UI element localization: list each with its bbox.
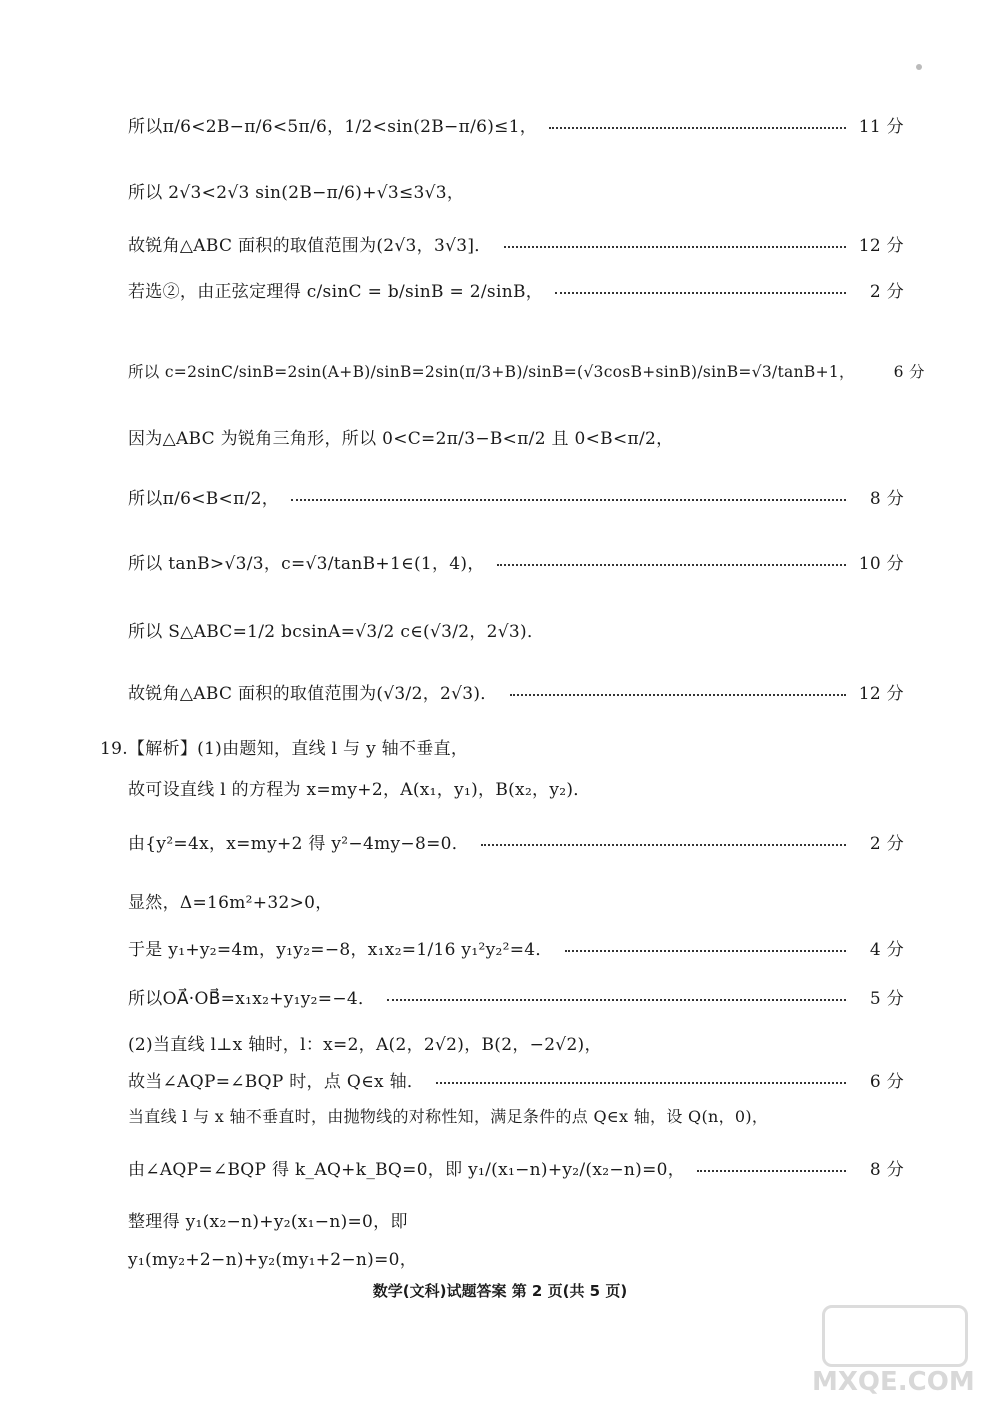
- dot-leader: [504, 246, 846, 248]
- score-label: 6 分: [893, 363, 925, 381]
- solution-line: [128, 775, 904, 800]
- dot-leader: [291, 499, 846, 501]
- line-text: 所以 S△ABC=1/2 bcsinA=√3/2 c∈(√3/2，2√3)．: [128, 622, 545, 642]
- solution-line: [100, 734, 904, 759]
- score-label: 12 分: [858, 684, 904, 704]
- watermark-badge-icon: [822, 1305, 968, 1367]
- score-label: 2 分: [869, 282, 904, 302]
- solution-line: [128, 617, 904, 642]
- score-label: 12 分: [858, 236, 904, 256]
- solution-line: [128, 1067, 904, 1092]
- solution-line: [128, 277, 904, 302]
- line-text: (2)当直线 l⊥x 轴时，l：x=2，A(2，2√2)，B(2，−2√2)，: [128, 1035, 602, 1055]
- score-label: 6 分: [869, 1072, 904, 1092]
- dot-leader: [565, 950, 846, 952]
- dot-leader: [549, 127, 846, 129]
- dot-leader: [387, 999, 846, 1001]
- watermark-logo: [812, 1305, 975, 1405]
- scan-mark: [916, 64, 922, 70]
- line-text: 由∠AQP=∠BQP 得 k_AQ+k_BQ=0，即 y₁/(x₁−n)+y₂/(x₂−n)=0，: [128, 1160, 686, 1180]
- solution-line: [128, 1207, 904, 1232]
- solution-line: [128, 679, 904, 704]
- dot-leader: [697, 1170, 846, 1172]
- dot-leader: [510, 694, 846, 696]
- line-text: 所以 2√3<2√3 sin(2B−π/6)+√3≤3√3，: [128, 183, 465, 203]
- score-label: 11 分: [858, 117, 904, 137]
- line-text: 所以π/6<2B−π/6<5π/6，1/2<sin(2B−π/6)≤1，: [128, 117, 538, 137]
- line-text: 所以π/6<B<π/2，: [128, 489, 280, 509]
- score-label: 5 分: [869, 989, 904, 1009]
- line-text: 整理得 y₁(x₂−n)+y₂(x₁−n)=0，即: [128, 1212, 408, 1232]
- solution-line: [128, 424, 904, 449]
- solution-line: [128, 178, 904, 203]
- line-text: 故当∠AQP=∠BQP 时，点 Q∈x 轴．: [128, 1072, 425, 1092]
- page-footer: 数学(文科)试题答案 第 2 页(共 5 页): [372, 1282, 628, 1300]
- line-text: 所以 c=2sinC/sinB=2sin(A+B)/sinB=2sin(π/3+B)/sinB=(√3cosB+sinB)/sinB=√3/tanB+1，: [128, 363, 855, 381]
- line-text: 由{y²=4x，x=my+2 得 y²−4my−8=0．: [128, 834, 470, 854]
- line-text: 若选②，由正弦定理得 c/sinC = b/sinB = 2/sinB，: [128, 282, 544, 302]
- solution-line: [128, 1030, 904, 1055]
- line-text: 故可设直线 l 的方程为 x=my+2，A(x₁，y₁)，B(x₂，y₂)．: [128, 780, 591, 800]
- line-text: 所以OA⃗·OB⃗=x₁x₂+y₁y₂=−4．: [128, 989, 376, 1009]
- solution-line: [128, 888, 904, 913]
- score-label: 8 分: [869, 1160, 904, 1180]
- solution-line: [128, 1245, 904, 1270]
- solution-line: [128, 935, 904, 960]
- solution-line: [128, 360, 925, 382]
- score-label: 2 分: [869, 834, 904, 854]
- line-text: 19.【解析】(1)由题知，直线 l 与 y 轴不垂直，: [100, 739, 469, 759]
- score-label: 4 分: [869, 940, 904, 960]
- solution-line: [128, 112, 904, 137]
- score-label: 10 分: [858, 554, 904, 574]
- dot-leader: [497, 564, 846, 566]
- score-label: 8 分: [869, 489, 904, 509]
- line-text: 所以 tanB>√3/3，c=√3/tanB+1∈(1，4)，: [128, 554, 485, 574]
- line-text: 因为△ABC 为锐角三角形，所以 0<C=2π/3−B<π/2 且 0<B<π/2，: [128, 429, 674, 449]
- solution-line: [128, 1155, 904, 1180]
- solution-line: [128, 984, 904, 1009]
- solution-line: [128, 1104, 904, 1127]
- solution-line: [128, 484, 904, 509]
- dot-leader: [436, 1082, 846, 1084]
- line-text: 故锐角△ABC 面积的取值范围为(2√3，3√3]．: [128, 236, 492, 256]
- dot-leader: [555, 292, 846, 294]
- line-text: 当直线 l 与 x 轴不垂直时，由抛物线的对称性知，满足条件的点 Q∈x 轴，设 Q(n，0)，: [128, 1107, 769, 1126]
- line-text: 故锐角△ABC 面积的取值范围为(√3/2，2√3)．: [128, 684, 498, 704]
- solution-line: [128, 231, 904, 256]
- watermark-text: MXQE.COM: [812, 1367, 975, 1397]
- solution-line: [128, 549, 904, 574]
- line-text: y₁(my₂+2−n)+y₂(my₁+2−n)=0，: [128, 1250, 418, 1270]
- line-text: 显然，Δ=16m²+32>0，: [128, 893, 333, 913]
- dot-leader: [481, 844, 846, 846]
- line-text: 于是 y₁+y₂=4m，y₁y₂=−8，x₁x₂=1/16 y₁²y₂²=4．: [128, 940, 553, 960]
- solution-line: [128, 829, 904, 854]
